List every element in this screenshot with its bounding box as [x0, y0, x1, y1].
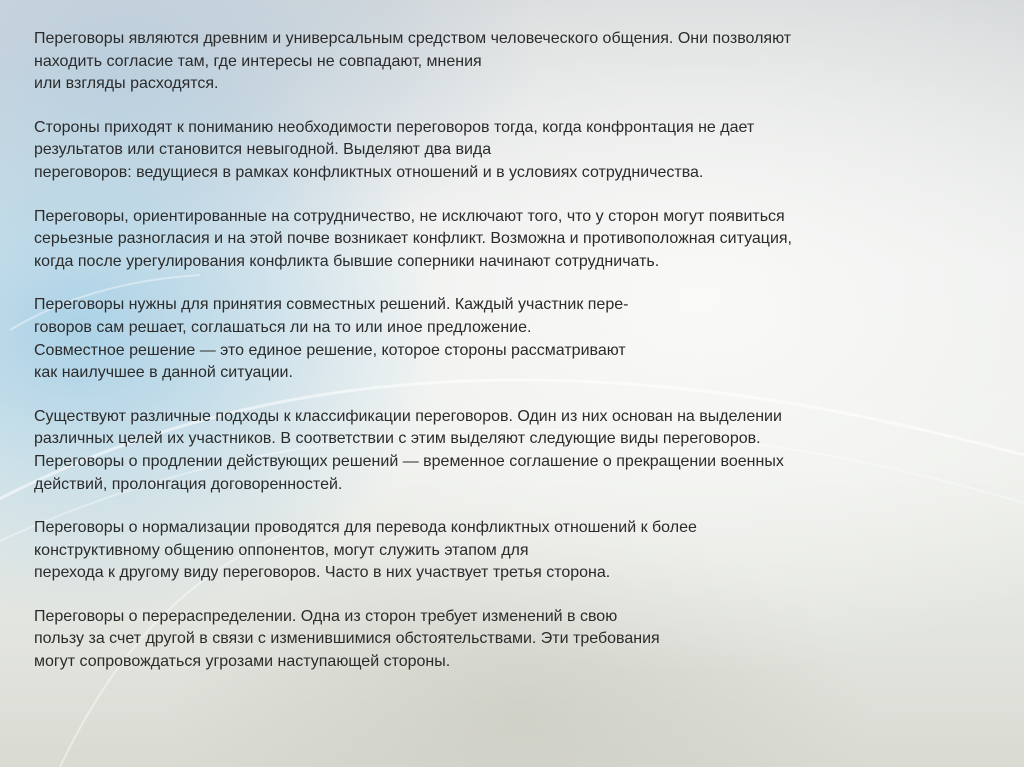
paragraph-4 — [34, 294, 994, 384]
text-line: Совместное решение — это единое решение, которое стороны рассматривают — [34, 341, 626, 359]
text-line: или взгляды расходятся. — [34, 75, 219, 93]
paragraph-7 — [34, 606, 994, 674]
text-line: могут сопровождаться угрозами наступающей стороны. — [34, 653, 451, 671]
paragraph-5 — [34, 406, 994, 496]
text-line: результатов или становится невыгодной. Выделяют два вида — [34, 141, 492, 159]
text-line: Переговоры о перераспределении. Одна из сторон требует изменений в свою — [34, 607, 618, 625]
text-line: пользу за счет другой в связи с изменившимися обстоятельствами. Эти требования — [34, 630, 660, 648]
text-line: серьезные разногласия и на этой почве возникает конфликт. Возможна и противоположная ситуация, — [34, 230, 792, 248]
paragraph-2 — [34, 117, 994, 185]
text-line: Существуют различные подходы к классификации переговоров. Один из них основан на выделении — [34, 407, 782, 425]
text-line: говоров сам решает, соглашаться ли на то или иное предложение. — [34, 318, 532, 336]
text-line: Переговоры нужны для принятия совместных решений. Каждый участник пере- — [34, 296, 629, 314]
text-line: Переговоры о нормализации проводятся для перевода конфликтных отношений к более — [34, 519, 697, 537]
text-line: Переговоры являются древним и универсальным средством человеческого общения. Они позволяют — [34, 30, 792, 47]
paragraph-3 — [34, 206, 994, 274]
text-line: различных целей их участников. В соответствии с этим выделяют следующие виды переговоров. — [34, 430, 761, 448]
text-line: действий, пролонгация договоренностей. — [34, 475, 343, 493]
paragraph-1 — [34, 28, 994, 96]
text-body — [34, 28, 994, 695]
text-line: находить согласие там, где интересы не совпадают, мнения — [34, 52, 482, 70]
text-line: когда после урегулирования конфликта бывшие соперники начинают сотрудничать. — [34, 252, 660, 270]
text-line: как наилучшее в данной ситуации. — [34, 364, 293, 382]
text-line: перехода к другому виду переговоров. Часто в них участвует третья сторона. — [34, 564, 611, 582]
text-line: Стороны приходят к пониманию необходимости переговоров тогда, когда конфронтация не дает — [34, 118, 755, 136]
text-line: Переговоры, ориентированные на сотрудничество, не исключают того, что у сторон могут появиться — [34, 207, 785, 225]
text-line: конструктивному общению оппонентов, могут служить этапом для — [34, 541, 529, 559]
paragraph-6 — [34, 517, 994, 585]
text-line: Переговоры о продлении действующих решений — временное соглашение о прекращении военных — [34, 452, 784, 470]
text-line: переговоров: ведущиеся в рамках конфликтных отношений и в условиях сотрудничества. — [34, 163, 704, 181]
